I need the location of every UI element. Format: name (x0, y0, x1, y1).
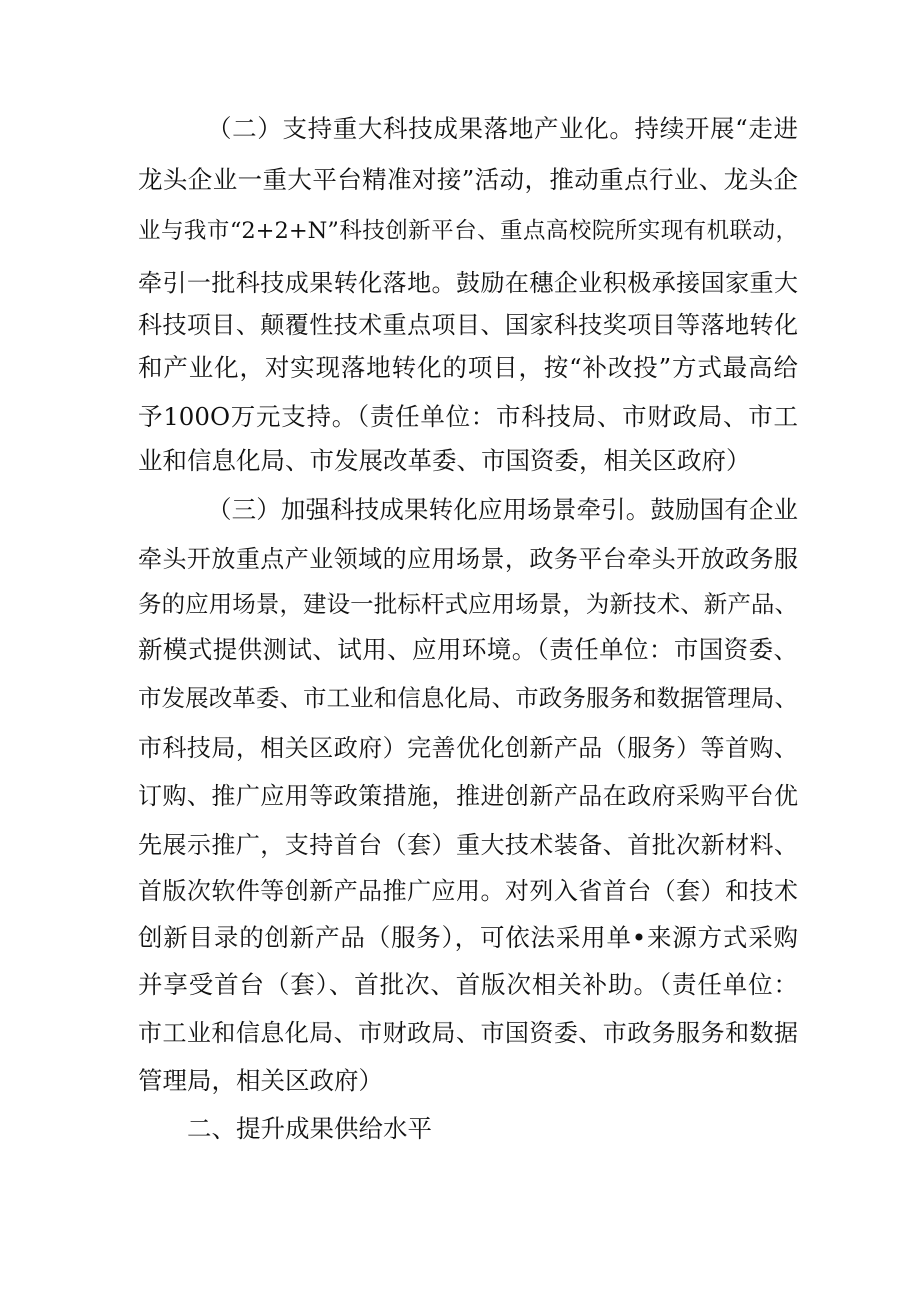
paragraph-line: 先展示推广，支持首台（套）重大技术装备、首批次新材料、 (138, 831, 798, 859)
paragraph-line: （三）加强科技成果转化应用场景牵引。鼓励国有企业 (207, 495, 798, 524)
paragraph-line: 订购、推广应用等政策措施，推进创新产品在政府采购平台优 (138, 782, 798, 810)
paragraph-line: 科技项目、颠覆性技术重点项目、国家科技奖项目等落地转化 (138, 311, 798, 339)
paragraph-line: 和产业化，对实现落地转化的项目，按“补改投”方式最高给 (138, 353, 798, 382)
paragraph-line: 市工业和信息化局、市财政局、市国资委、市政务服务和数据 (138, 1019, 798, 1047)
paragraph-line: 牵头开放重点产业领域的应用场景，政务平台牵头开放政务服 (138, 545, 798, 573)
paragraph-line: 管理局，相关区政府） (138, 1066, 383, 1095)
paragraph-line: 务的应用场景，建设一批标杆式应用场景，为新技术、新产品、 (138, 590, 798, 618)
paragraph-line: 市科技局，相关区政府）完善优化创新产品（服务）等首购、 (138, 734, 798, 762)
paragraph-line: 业与我市“2+2+N”科技创新平台、重点高校院所实现有机联动， (138, 218, 798, 244)
paragraph-line: 牵引一批科技成果转化落地。鼓励在穗企业积极承接国家重大 (138, 269, 798, 297)
paragraph-line: 业和信息化局、市发展改革委、市国资委，相关区政府） (138, 446, 751, 475)
paragraph-line: （二）支持重大科技成果落地产业化。持续开展“走进 (207, 114, 798, 143)
paragraph-line: 并享受首台（套）、首批次、首版次相关补助。（责任单位： (138, 970, 798, 999)
paragraph-line: 新模式提供测试、试用、应用环境。（责任单位：市国资委、 (138, 635, 798, 664)
section-heading: 二、提升成果供给水平 (187, 1114, 432, 1143)
paragraph-line: 首版次软件等创新产品推广应用。对列入省首台（套）和技术 (138, 877, 798, 905)
paragraph-line: 予100O万元支持。（责任单位：市科技局、市财政局、市工 (138, 402, 798, 431)
paragraph-line: 市发展改革委、市工业和信息化局、市政务服务和数据管理局、 (138, 684, 798, 712)
paragraph-line: 创新目录的创新产品（服务），可依法采用单•来源方式采购 (138, 923, 798, 952)
paragraph-line: 龙头企业一重大平台精准对接”活动，推动重点行业、龙头企 (138, 165, 798, 194)
